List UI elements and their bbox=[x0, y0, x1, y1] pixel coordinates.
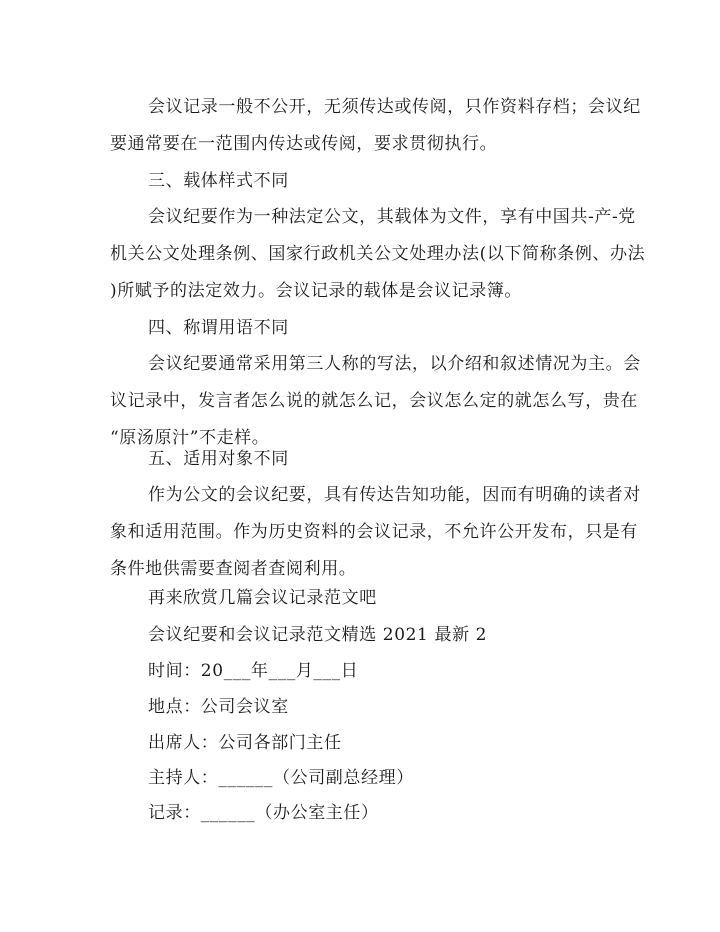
section-heading-audience: 五、适用对象不同 bbox=[148, 449, 289, 469]
paragraph-audience bbox=[110, 477, 641, 588]
text-line: 会议纪要作为一种法定公文，其载体为文件，享有中国共-产-党 bbox=[148, 207, 636, 227]
text-line: 会议纪要通常采用第三人称的写法，以介绍和叙述情况为主。会 bbox=[148, 354, 641, 374]
intro-line: 再来欣赏几篇会议记录范文吧 bbox=[148, 588, 377, 608]
text-line: 要通常要在一范围内传达或传阅，要求贯彻执行。 bbox=[110, 134, 498, 154]
text-line: 象和适用范围。作为历史资料的会议记录，不允许公开发布，只是有 bbox=[110, 522, 638, 542]
paragraph-disclosure bbox=[110, 89, 641, 163]
meeting-host: 主持人：______（公司副总经理） bbox=[148, 768, 414, 788]
meeting-time: 时间：20___年___月___日 bbox=[148, 661, 359, 681]
meeting-place: 地点：公司会议室 bbox=[148, 697, 289, 717]
paragraph-carrier bbox=[110, 199, 646, 310]
text-line: 机关公文处理条例、国家行政机关公文处理办法(以下简称条例、办法 bbox=[110, 244, 646, 264]
text-line: 会议记录一般不公开，无须传达或传阅，只作资料存档；会议纪 bbox=[148, 97, 641, 117]
sample-title: 会议纪要和会议记录范文精选 2021 最新 2 bbox=[148, 625, 488, 645]
text-line: “原汤原汁”不走样。 bbox=[110, 428, 270, 448]
text-line: 作为公文的会议纪要，具有传达告知功能，因而有明确的读者对 bbox=[148, 485, 641, 505]
text-line: )所赋予的法定效力。会议记录的载体是会议记录簿。 bbox=[110, 281, 523, 301]
section-heading-carrier: 三、载体样式不同 bbox=[148, 171, 289, 191]
section-heading-terms: 四、称谓用语不同 bbox=[148, 318, 289, 338]
meeting-attendees: 出席人：公司各部门主任 bbox=[148, 733, 342, 753]
text-line: 议记录中，发言者怎么说的就怎么记，会议怎么定的就怎么写，贵在 bbox=[110, 391, 638, 411]
meeting-recorder: 记录：______（办公室主任） bbox=[148, 803, 379, 823]
text-line: 条件地供需要查阅者查阅利用。 bbox=[110, 559, 357, 579]
